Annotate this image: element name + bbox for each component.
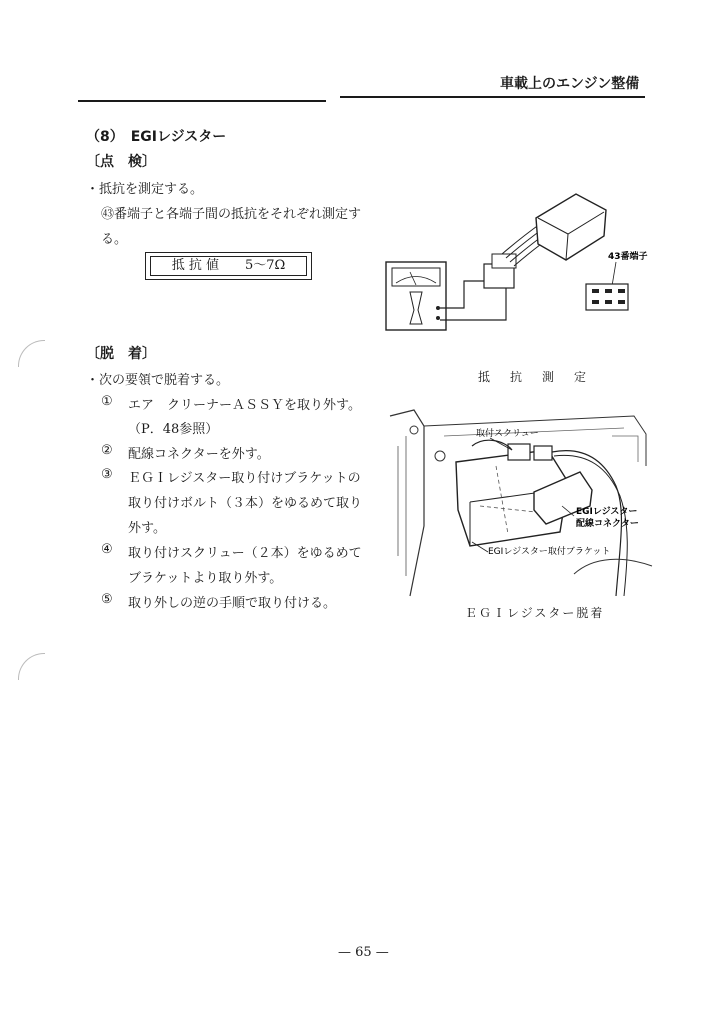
terminal-43-leader	[612, 262, 616, 286]
removal-heading: 〔脱 着〕	[86, 346, 156, 362]
egi-resistor-removal-figure	[384, 406, 656, 602]
resistance-measurement-figure	[380, 188, 670, 338]
terminal-pin	[618, 289, 625, 293]
egi-resistor-module	[536, 194, 606, 260]
binder-hole-mark	[18, 340, 45, 367]
label-resistor-line1: EGIレジスター	[576, 507, 638, 517]
label-resistor-line2: 配線コネクター	[576, 519, 639, 529]
step-4-text-line1: 取り付けスクリュー（２本）をゆるめて	[128, 546, 362, 561]
page-header-title: 車載上のエンジン整備	[500, 76, 640, 92]
terminal-pin	[605, 300, 612, 304]
header-rule-left	[78, 100, 326, 102]
multimeter-terminal	[436, 316, 440, 320]
step-3-text-line3: 外す。	[128, 521, 166, 536]
step-3-text-line1: ＥＧＩレジスター取り付けブラケットの	[128, 471, 361, 486]
label-mounting-screw: 取付スクリュー	[476, 429, 539, 439]
removal-bullet: ・次の要領で脱着する。	[86, 373, 230, 388]
terminal-pin	[592, 300, 599, 304]
terminal-pin	[605, 289, 612, 293]
inspection-instruction-line2: る。	[101, 232, 128, 247]
step-4-text-line2: ブラケットより取り外す。	[128, 571, 283, 586]
resistance-figure-caption: 抵 抗 測 定	[478, 370, 591, 384]
wiring-connector	[534, 446, 552, 460]
step-1-text: エア クリーナーＡＳＳＹを取り外す。	[128, 398, 361, 413]
wiring-connector	[508, 444, 530, 460]
step-5-text: 取り外しの逆の手順で取り付ける。	[128, 596, 337, 611]
resistance-spec-box	[145, 252, 312, 280]
terminal-43-label: 43番端子	[608, 252, 648, 262]
probe-wire-b	[440, 288, 506, 320]
terminal-pin	[592, 289, 599, 293]
label-bracket: EGIレジスター取付ブラケット	[488, 547, 611, 557]
multimeter-scale	[392, 268, 440, 286]
step-1-reference: （P．48参照）	[128, 422, 219, 437]
multimeter-terminal	[436, 306, 440, 310]
step-4-number: ④	[101, 542, 113, 557]
connector-terminal-face	[586, 284, 628, 310]
step-2-number: ②	[101, 443, 113, 458]
terminal-pin	[618, 300, 625, 304]
inspection-bullet: ・抵抗を測定する。	[86, 182, 204, 197]
removal-figure-caption: ＥＧＩレジスター脱着	[465, 606, 605, 620]
inspection-heading: 〔点 検〕	[86, 154, 156, 170]
section-heading: （8） EGIレジスター	[86, 129, 227, 145]
binder-hole-mark	[18, 653, 45, 680]
header-rule-right	[340, 96, 645, 98]
inspection-instruction-line1: ㊸番端子と各端子間の抵抗をそれぞれ測定す	[101, 207, 362, 222]
page-number: — 65 —	[338, 945, 389, 960]
step-5-number: ⑤	[101, 592, 113, 607]
connector-plug-top	[492, 254, 516, 268]
step-2-text: 配線コネクターを外す。	[128, 447, 270, 462]
step-3-text-line2: 取り付けボルト（３本）をゆるめて取り	[128, 496, 363, 511]
step-3-number: ③	[101, 467, 113, 482]
resistance-spec-value: 抵 抗 値 5〜7Ω	[150, 256, 307, 276]
step-1-number: ①	[101, 394, 113, 409]
